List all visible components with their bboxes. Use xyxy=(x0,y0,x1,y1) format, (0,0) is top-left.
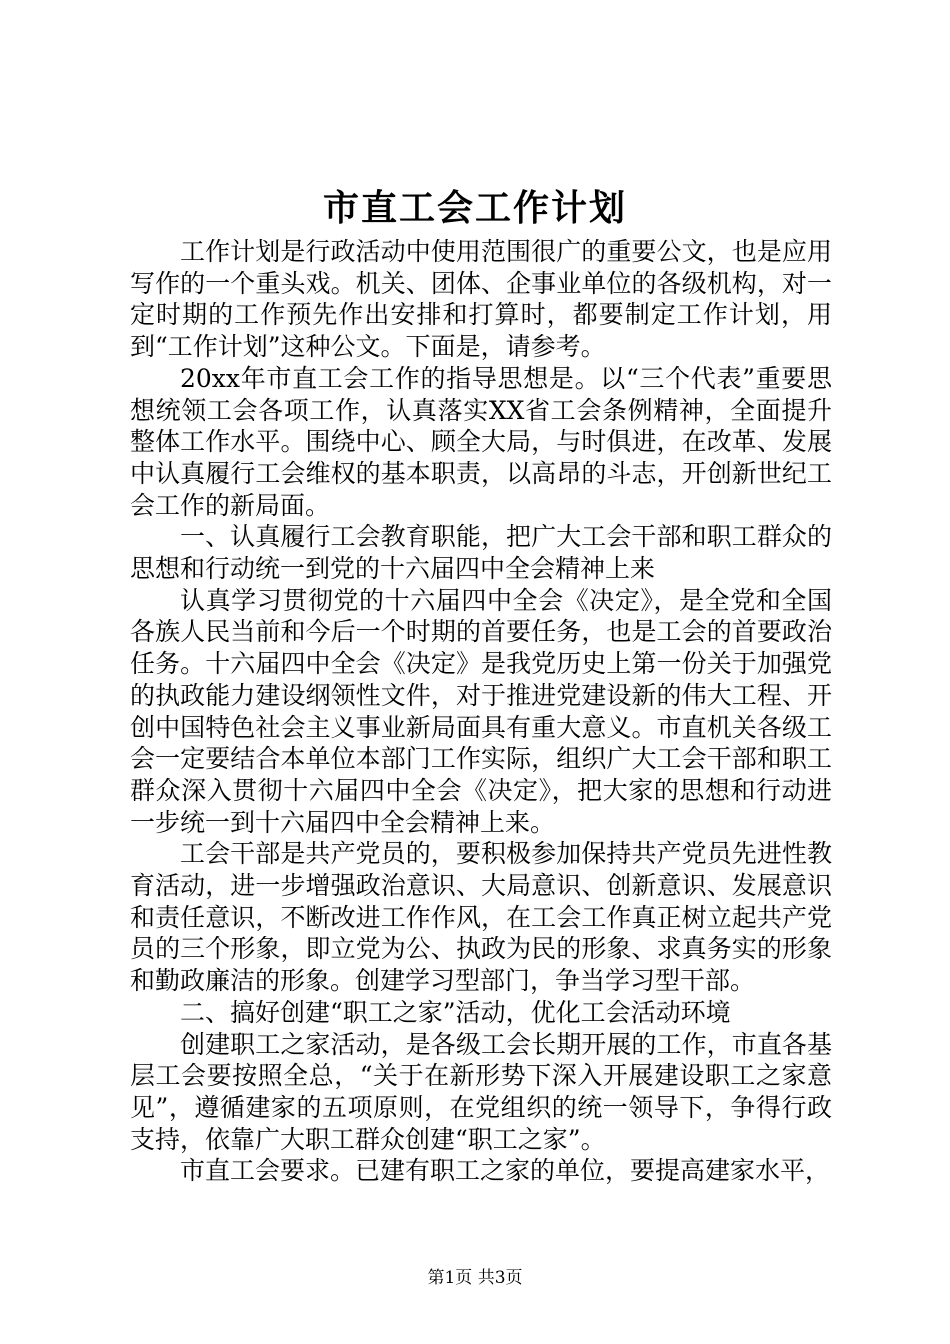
paragraph: 市直工会要求。已建有职工之家的单位，要提高建家水平， xyxy=(180,1156,831,1186)
document-title: 市直工会工作计划 xyxy=(322,187,627,229)
paragraph: 20xx年市直工会工作的指导思想是。以“三个代表”重要思想统领工会各项工作，认真落实XX省工会条例精神，全面提升整体工作水平。围绕中心、顾全大局，与时俱进，在改革、发展中认真履行工会维权的基本职责，以高昂的斗志，开创新世纪工会工作的新局面。 xyxy=(130,363,832,520)
document-body xyxy=(130,236,832,1187)
section-heading: 一、认真履行工会教育职能，把广大工会干部和职工群众的思想和行动统一到党的十六届四中全会精神上来 xyxy=(130,522,832,584)
section-heading: 二、搞好创建“职工之家”活动，优化工会活动环境 xyxy=(180,997,731,1027)
paragraph: 认真学习贯彻党的十六届四中全会《决定》，是全党和全国各族人民当前和今后一个时期的首要任务，也是工会的首要政治任务。十六届四中全会《决定》是我党历史上第一份关于加强党的执政能力建设纲领性文件，对于推进党建设新的伟大工程、开创中国特色社会主义事业新局面具有重大意义。市直机关各级工会一定要结合本单位本部门工作实际，组织广大工会干部和职工群众深入贯彻十六届四中全会《决定》，把大家的思想和行动进一步统一到十六届四中全会精神上来。 xyxy=(130,585,832,837)
paragraph: 工作计划是行政活动中使用范围很广的重要公文，也是应用写作的一个重头戏。机关、团体、企事业单位的各级机构，对一定时期的工作预先作出安排和打算时，都要制定工作计划，用到“工作计划”这种公文。下面是，请参考。 xyxy=(130,237,832,362)
paragraph: 工会干部是共产党员的，要积极参加保持共产党员先进性教育活动，进一步增强政治意识、大局意识、创新意识、发展意识和责任意识，不断改进工作作风，在工会工作真正树立起共产党员的三个形象，即立党为公、执政为民的形象、求真务实的形象和勤政廉洁的形象。创建学习型部门，争当学习型干部。 xyxy=(130,839,832,996)
paragraph: 创建职工之家活动，是各级工会长期开展的工作，市直各基层工会要按照全总，“关于在新形势下深入开展建设职工之家意见”，遵循建家的五项原则，在党组织的统一领导下，争得行政支持，依靠广大职工群众创建“职工之家”。 xyxy=(130,1029,832,1154)
page-footer: 第1页 共3页 xyxy=(427,1268,523,1288)
